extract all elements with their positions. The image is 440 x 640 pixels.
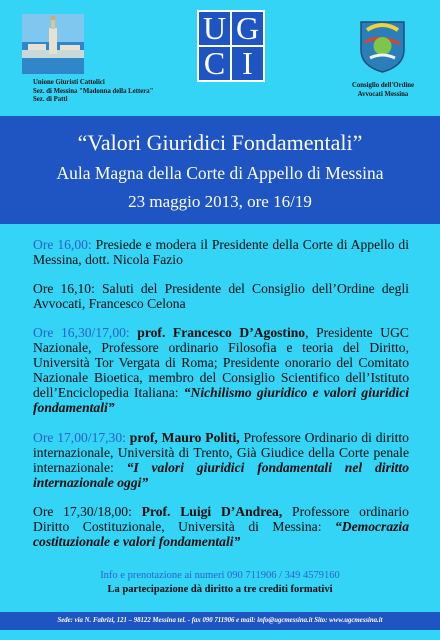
event-title: “Valori Giuridici Fondamentali”	[77, 130, 363, 155]
program-item	[33, 504, 409, 549]
program-item	[33, 430, 409, 490]
program-talk-title: “Nichilismo giuridico e valori giuridici fondamentali”	[33, 385, 410, 415]
event-date: 23 maggio 2013, ore 16/19	[128, 192, 312, 211]
program-talk-title: “Democrazia costituzionale e valori fondamentali”	[33, 519, 409, 549]
program-talk-title: “I valori giuridici fondamentali nel diritto internazionale oggi”	[33, 460, 409, 490]
program-item	[33, 325, 409, 415]
program-text: Saluti del Presidente del Consiglio dell’Ordine degli Avvocati, Francesco Celona	[33, 281, 409, 311]
title-band	[0, 116, 440, 224]
program-time: Ore 16,00:	[33, 237, 92, 252]
program-item	[33, 281, 409, 311]
program-speaker: Prof. Luigi D’Andrea,	[131, 504, 283, 519]
footer-contacts: Sede: via N. Fabrizi, 121 – 98122 Messina tel. - fax 090 711906 e mail: info@ugcmessina.it Sito: www.ugcmessina.it	[0, 612, 440, 630]
program-text: Professore Ordinario di diritto internazionale, Università di Trento, Già Giudice della Corte penale internazionale:	[33, 430, 409, 475]
ugci-letter-u: U	[199, 12, 230, 45]
info-phone-line: Info e prenotazione ai numeri 090 711906 / 349 4579160	[100, 570, 340, 581]
event-venue: Aula Magna della Corte di Appello di Messina	[56, 163, 384, 183]
program-text: Presiede e modera il Presidente della Corte di Appello di Messina, dott. Nicola Fazio	[33, 237, 409, 267]
program-item	[33, 237, 409, 267]
program-text: Professore ordinario Diritto Costituzionale, Università di Messina:	[33, 504, 409, 534]
madonnina-harbour-logo	[22, 14, 84, 74]
program-time: Ore 17,00/17,30:	[33, 430, 126, 445]
ugci-letter-c: C	[199, 47, 230, 80]
org-left-label: Unione Giuristi Cattolici Sez. di Messina "Madonna della Lettera" Sez. di Patti	[33, 79, 154, 103]
ugci-letter-g: G	[232, 12, 263, 45]
org-right-label: Consiglio dell'Ordine Avvocati Messina	[351, 82, 415, 98]
program-time: Ore 17,30/18,00:	[33, 504, 132, 519]
program-speaker: prof. Francesco D’Agostino	[129, 325, 306, 340]
ugci-letter-i: I	[232, 47, 263, 80]
program-time: Ore 16,30/17,00:	[33, 325, 130, 340]
program-text: , Presidente UGC Nazionale, Professore ordinario Filosofia e teoria del Diritto, Università Tor Vergata di Roma; Presidente onorario del Comitato Nazionale Bioetica, membro del Consiglio Scientifico dell’Istituto dell’Enciclopedia Italiana:	[33, 325, 409, 400]
credits-note: La partecipazione dà diritto a tre crediti formativi	[107, 584, 333, 595]
program-time: Ore 16,10:	[33, 281, 95, 296]
ugci-logo	[197, 10, 265, 82]
ordine-avvocati-emblem	[355, 16, 410, 74]
program-speaker: prof, Mauro Politi,	[125, 430, 240, 445]
